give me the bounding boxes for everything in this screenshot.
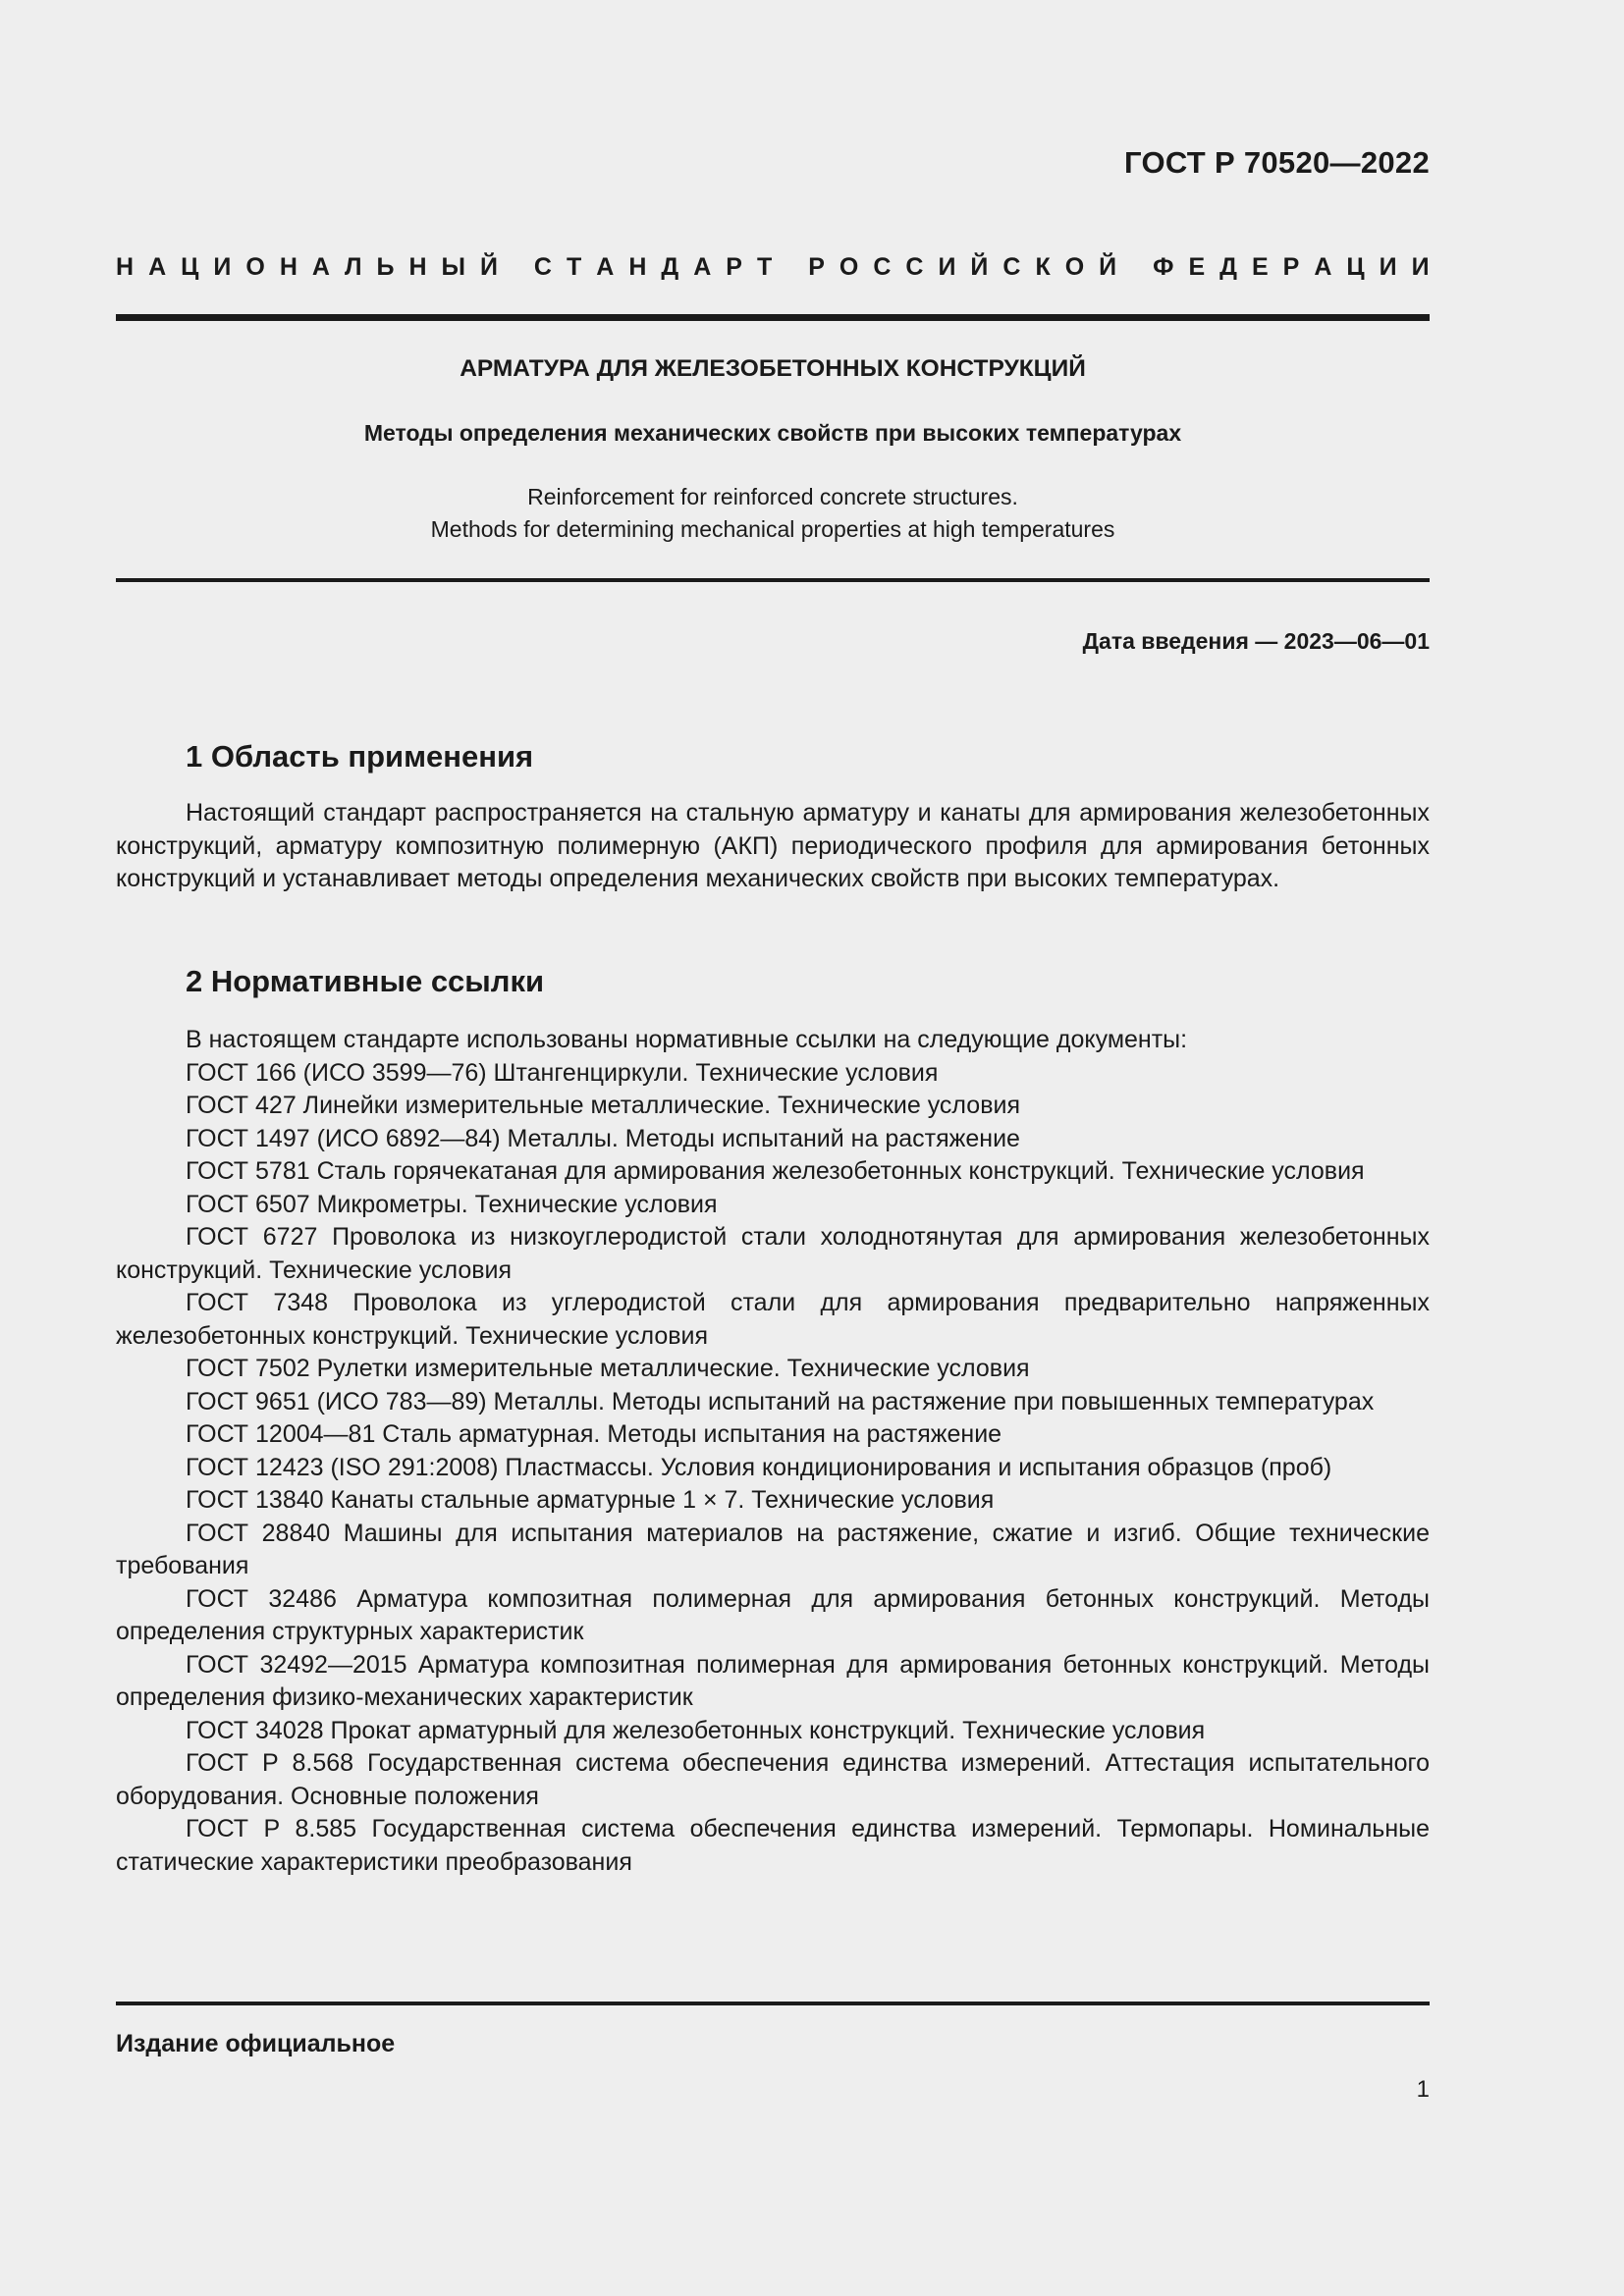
reference-item: ГОСТ 13840 Канаты стальные арматурные 1 × 7. Технические условия [186,1486,995,1514]
heading-letter: Р [1282,253,1300,281]
references-lead: В настоящем стандарте использованы нормативные ссылки на следующие документы: [186,1026,1188,1053]
heading-word-gap [513,253,519,282]
introduction-date: Дата введения — 2023—06—01 [1082,628,1430,654]
heading-word-gap [786,253,793,282]
heading-letter: Й [970,253,989,281]
heading-letter: Д [1219,253,1237,281]
reference-list [116,1057,1430,1880]
heading-letter: Н [279,253,298,281]
english-title-line-1: Reinforcement for reinforced concrete structures. [527,484,1018,509]
reference-item: ГОСТ 427 Линейки измерительные металлические. Технические условия [186,1092,1020,1119]
reference-item: ГОСТ 7502 Рулетки измерительные металлические. Технические условия [186,1355,1030,1382]
heading-letter: С [533,253,552,281]
heading-letter: О [245,253,265,281]
reference-item: ГОСТ 12004—81 Сталь арматурная. Методы испытания на растяжение [186,1420,1002,1448]
reference-item: ГОСТ 166 (ИСО 3599—76) Штангенциркули. Технические условия [186,1058,939,1087]
heading-letter: А [148,253,167,281]
heading-letter: Т [566,253,582,281]
heading-letter: И [1379,253,1397,281]
footer-rule [116,2002,1430,2005]
heading-letter: К [1035,253,1051,281]
normative-references [116,1024,1430,1879]
heading-letter: Й [480,253,498,281]
reference-item: ГОСТ 32492—2015 Арматура композитная полимерная для армирования бетонных конструкций. Методы определения физико-механических характеристик [116,1650,1430,1711]
heading-letter: И [1411,253,1430,281]
reference-item: ГОСТ 6507 Микрометры. Технические условия [186,1190,718,1218]
reference-item: ГОСТ 28840 Машины для испытания материалов на растяжение, сжатие и изгиб. Общие технические требования [116,1519,1430,1579]
heading-letter: Е [1251,253,1269,281]
heading-letter: Ы [441,253,465,281]
title-bottom-rule [116,578,1430,582]
heading-letter: О [839,253,859,281]
heading-letter: А [596,253,615,281]
heading-letter: Ц [181,253,199,281]
heading-letter: Р [808,253,825,281]
heading-letter: Л [344,253,362,281]
heading-letter: А [693,253,712,281]
english-title-line-2: Methods for determining mechanical properties at high temperatures [430,516,1115,542]
heading-letter: Ф [1153,253,1174,281]
heading-letter: Д [661,253,679,281]
heading-letter: Н [116,253,135,281]
reference-item: ГОСТ 32486 Арматура композитная полимерная для армирования бетонных конструкций. Методы определения структурных характеристик [116,1584,1430,1645]
section-2-heading: 2 Нормативные ссылки [186,964,545,998]
reference-item: ГОСТ 6727 Проволока из низкоуглеродистой стали холоднотянутая для армирования железобетонных конструкций. Технические условия [116,1223,1430,1284]
english-title [116,481,1430,546]
heading-letter: Й [1099,253,1117,281]
heading-letter: Н [408,253,427,281]
heading-letter: С [873,253,892,281]
reference-item: ГОСТ 9651 (ИСО 783—89) Металлы. Методы испытаний на растяжение при повышенных температурах [186,1387,1375,1415]
reference-item: ГОСТ 12423 (ISO 291:2008) Пластмассы. Условия кондиционирования и испытания образцов (проб) [186,1453,1332,1481]
section-1-paragraph: Настоящий стандарт распространяется на стальную арматуру и канаты для армирования железобетонных конструкций, арматуру композитную полимерную (АКП) периодического профиля для армирования бетонных конструкций и устанавливает методы определения механических свойств при высоких температурах. [116,799,1430,892]
reference-item: ГОСТ 1497 (ИСО 6892—84) Металлы. Методы испытаний на растяжение [186,1124,1020,1152]
heading-letter: А [311,253,330,281]
heading-letter: Е [1188,253,1206,281]
top-rule [116,314,1430,321]
section-1-body [116,797,1430,896]
heading-letter: Т [756,253,773,281]
section-1-heading: 1 Область применения [186,739,534,774]
heading-letter: С [1002,253,1021,281]
page-number: 1 [1416,2076,1430,2103]
heading-letter: О [1064,253,1085,281]
reference-item: ГОСТ 5781 Сталь горячекатаная для армирования железобетонных конструкций. Технические условия [186,1157,1365,1185]
reference-item: ГОСТ 34028 Прокат арматурный для железобетонных конструкций. Технические условия [186,1716,1206,1744]
heading-letter: Р [726,253,742,281]
official-edition-label: Издание официальное [116,2030,396,2057]
reference-item: ГОСТ 7348 Проволока из углеродистой стали для армирования предварительно напряженных железобетонных конструкций. Технические условия [116,1289,1430,1350]
heading-letter: Ц [1346,253,1365,281]
heading-letter: И [938,253,956,281]
document-code: ГОСТ Р 70520—2022 [1124,145,1430,180]
heading-letter: И [213,253,232,281]
reference-item: ГОСТ Р 8.568 Государственная система обеспечения единства измерений. Аттестация испытательного оборудования. Основные положения [116,1749,1430,1810]
document-title: АРМАТУРА ДЛЯ ЖЕЛЕЗОБЕТОННЫХ КОНСТРУКЦИЙ [460,355,1086,382]
heading-letter: А [1314,253,1332,281]
national-standard-heading [116,253,1430,282]
heading-letter: С [905,253,924,281]
heading-word-gap [1131,253,1138,282]
heading-letter: Ь [376,253,395,281]
reference-item: ГОСТ Р 8.585 Государственная система обеспечения единства измерений. Термопары. Номинальные статические характеристики преобразования [116,1815,1430,1876]
heading-letter: Н [628,253,647,281]
document-subtitle: Методы определения механических свойств при высоких температурах [363,420,1182,446]
